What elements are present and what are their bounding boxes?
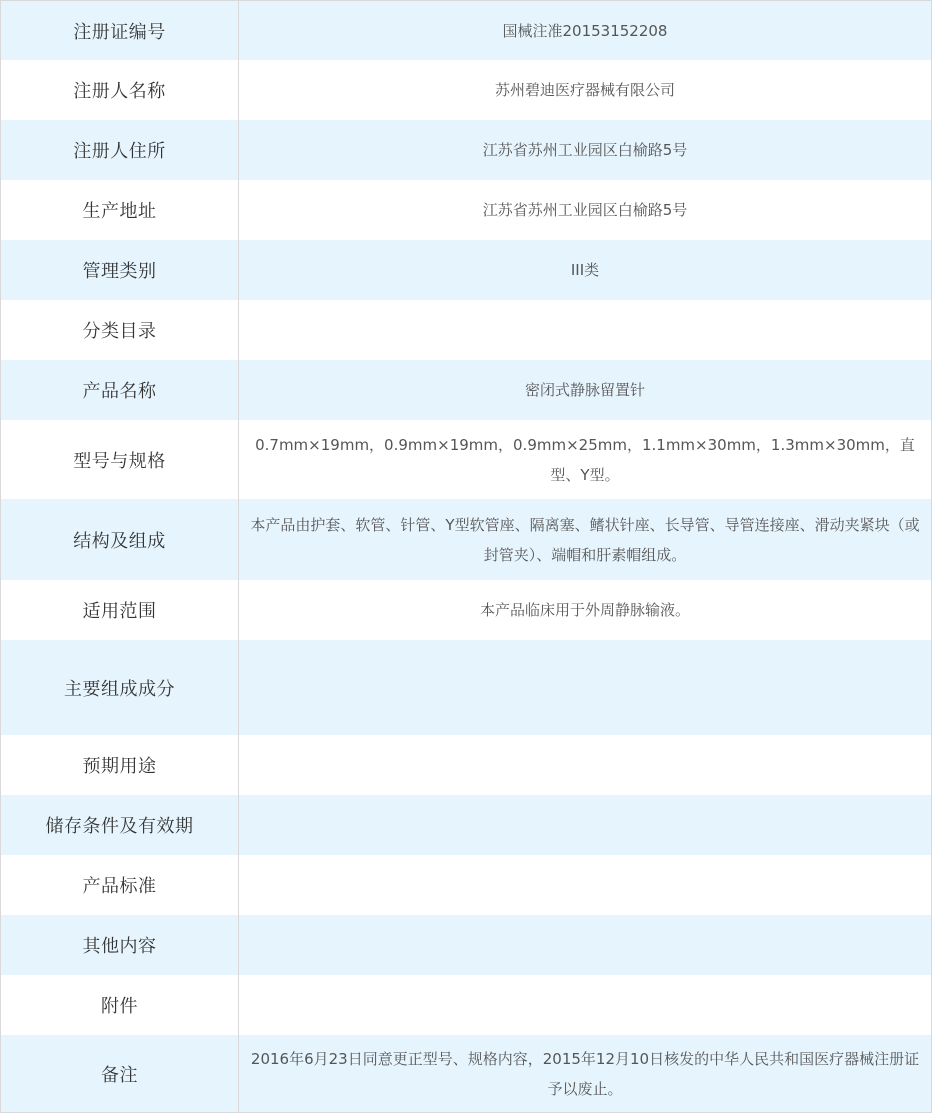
row-label: 生产地址 (1, 180, 239, 240)
table-row (1, 300, 931, 360)
row-label: 管理类别 (1, 240, 239, 300)
row-value (239, 915, 931, 975)
row-value: 0.7mm×19mm，0.9mm×19mm，0.9mm×25mm，1.1mm×30mm，1.3mm×30mm，直型、Y型。 (255, 435, 915, 484)
table-row (1, 360, 931, 420)
row-value: 苏州碧迪医疗器械有限公司 (494, 81, 675, 99)
table-row (1, 735, 931, 795)
row-value: 本产品临床用于外周静脉输液。 (479, 601, 690, 619)
table-row (1, 640, 931, 735)
row-label: 其他内容 (1, 915, 239, 975)
row-value: 本产品由护套、软管、针管、Y型软管座、隔离塞、鳍状针座、长导管、导管连接座、滑动夹紧块（或封管夹）、端帽和肝素帽组成。 (250, 515, 920, 564)
row-value: 江苏省苏州工业园区白榆路5号 (482, 141, 688, 159)
table-row (1, 1035, 931, 1112)
row-value: 2016年6月23日同意更正型号、规格内容，2015年12月10日核发的中华人民共和国医疗器械注册证予以废止。 (250, 1049, 920, 1098)
row-label: 附件 (1, 975, 239, 1035)
row-value (239, 795, 931, 855)
table-row (1, 855, 931, 915)
row-label: 适用范围 (1, 580, 239, 640)
row-value: 江苏省苏州工业园区白榆路5号 (482, 201, 688, 219)
row-value (239, 855, 931, 915)
row-value: 国械注准20153152208 (502, 21, 668, 40)
row-label: 预期用途 (1, 735, 239, 795)
table-row (1, 499, 931, 580)
table-row (1, 975, 931, 1035)
row-value (239, 975, 931, 1035)
table-row (1, 1, 931, 60)
table-row (1, 240, 931, 300)
row-label: 型号与规格 (1, 420, 239, 499)
table-row (1, 580, 931, 640)
table-row (1, 60, 931, 120)
table-row (1, 795, 931, 855)
table-row (1, 915, 931, 975)
table-row (1, 420, 931, 499)
row-label: 产品名称 (1, 360, 239, 420)
row-label: 储存条件及有效期 (1, 795, 239, 855)
row-value (239, 640, 931, 735)
row-value: 密闭式静脉留置针 (524, 381, 645, 399)
row-value (239, 735, 931, 795)
row-value: III类 (570, 261, 600, 279)
row-label: 备注 (1, 1035, 239, 1112)
row-label: 注册人名称 (1, 60, 239, 120)
row-label: 产品标准 (1, 855, 239, 915)
row-label: 注册证编号 (1, 1, 239, 60)
row-label: 分类目录 (1, 300, 239, 360)
table-row (1, 120, 931, 180)
row-label: 注册人住所 (1, 120, 239, 180)
row-label: 结构及组成 (1, 499, 239, 580)
table-row (1, 180, 931, 240)
row-value (239, 300, 931, 360)
row-label: 主要组成成分 (1, 640, 239, 735)
